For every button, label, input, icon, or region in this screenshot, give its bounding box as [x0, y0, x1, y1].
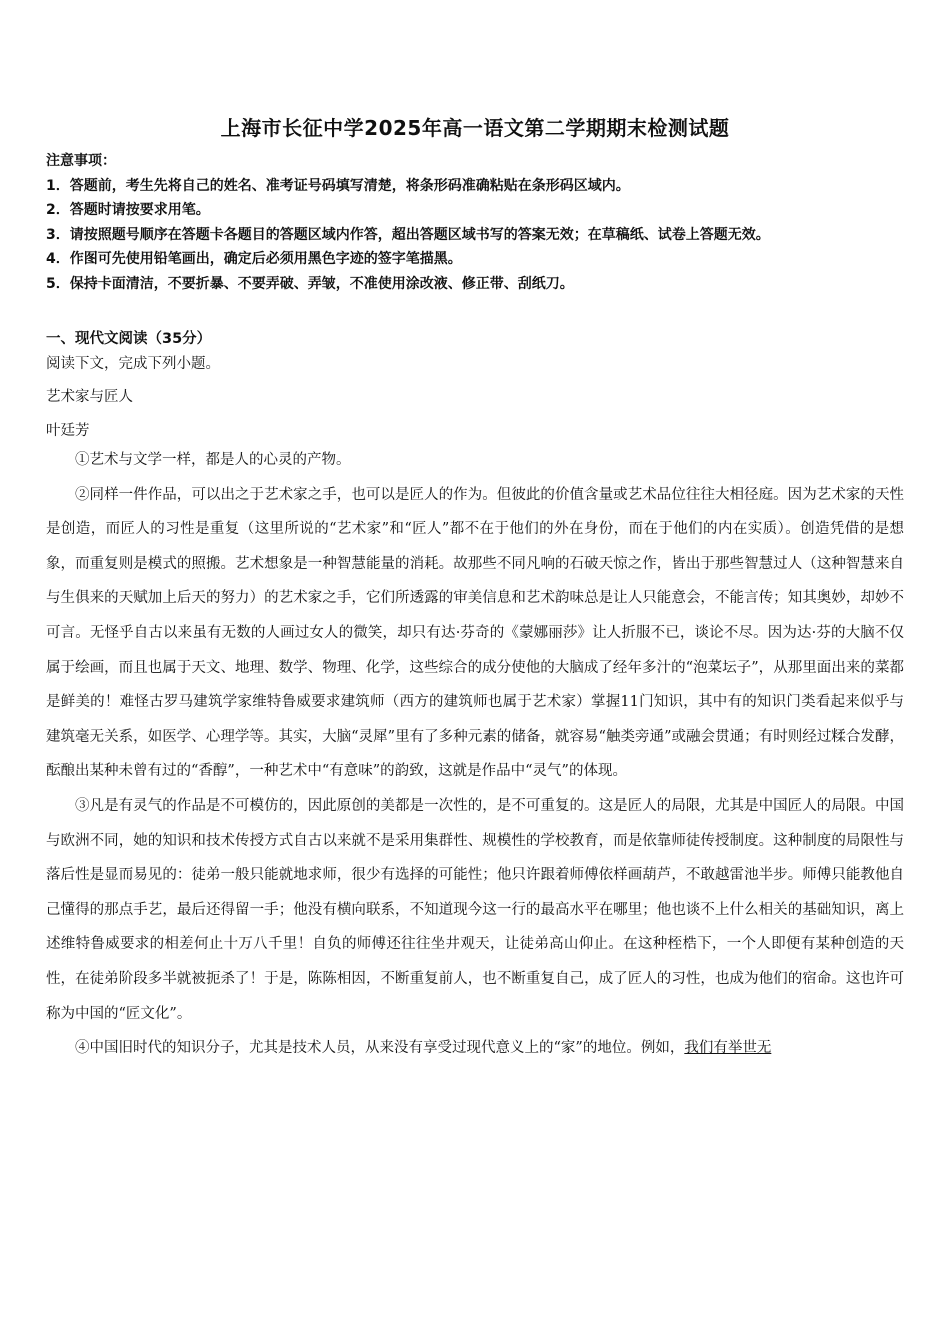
paragraph-1: ①艺术与文学一样，都是人的心灵的产物。	[75, 452, 351, 468]
reading-instruction: 阅读下文，完成下列小题。	[46, 356, 220, 372]
notice-block	[46, 149, 916, 296]
exam-title: 上海市长征中学2025年高一语文第二学期期末检测试题	[220, 116, 730, 140]
article-author: 叶廷芳	[46, 423, 90, 439]
underlined-phrase: 我们有举世无	[684, 1040, 772, 1057]
paragraph-3: ③凡是有灵气的作品是不可模仿的，因此原创的美都是一次性的，是不可重复的。这是匠人的局限，尤其是中国匠人的局限。中国与欧洲不同，她的知识和技术传授方式自古以来就不是采用集群性、规模性的学校教育，而是依靠师徒传授制度。这种制度的局限性与落后性是显而易见的：徒弟一般只能就地求师，很少有选择的可能性；他只许跟着师傅依样画葫芦，不敢越雷池半步。师傅只能教他自己懂得的那点手艺，最后还得留一手；他没有横向联系，不知道现今这一行的最高水平在哪里；他也谈不上什么相关的基础知识，离上述维特鲁威要求的相差何止十万八千里！自负的师傅还往往坐井观天，让徒弟高山仰止。在这种桎梏下，一个人即便有某种创造的天性，在徒弟阶段多半就被扼杀了！于是，陈陈相因，不断重复前人，也不断重复自己，成了匠人的习性，也成为他们的宿命。这也许可称为中国的“匠文化”。	[46, 797, 904, 1022]
article-body	[46, 443, 904, 1066]
notice-item: 2．答题时请按要求用笔。	[46, 202, 210, 218]
notice-item: 4．作图可先使用铅笔画出，确定后必须用黑色字迹的签字笔描黑。	[46, 251, 462, 267]
paragraph-4	[46, 1031, 904, 1066]
paragraph-4-text: ④中国旧时代的知识分子，尤其是技术人员，从来没有享受过现代意义上的“家”的地位。例如，	[75, 1040, 685, 1057]
notice-heading: 注意事项：	[46, 153, 116, 169]
notice-item: 3．请按照题号顺序在答题卡各题目的答题区域内作答，超出答题区域书写的答案无效；在草稿纸、试卷上答题无效。	[46, 226, 770, 243]
notice-item: 5．保持卡面清洁，不要折暴、不要弄破、弄皱，不准使用涂改液、修正带、刮纸刀。	[46, 275, 574, 292]
notice-item: 1．答题前，考生先将自己的姓名、准考证号码填写清楚，将条形码准确粘贴在条形码区域内。	[46, 177, 630, 194]
article-title: 艺术家与匠人	[46, 389, 133, 405]
paragraph-2: ②同样一件作品，可以出之于艺术家之手，也可以是匠人的作为。但彼此的价值含量或艺术品位往往大相径庭。因为艺术家的天性是创造，而匠人的习性是重复（这里所说的“艺术家”和“匠人”都不在于他们的外在身份，而在于他们的内在实质）。创造凭借的是想象，而重复则是模式的照搬。艺术想象是一种智慧能量的消耗。故那些不同凡响的石破天惊之作，皆出于那些智慧过人（这种智慧来自与生俱来的天赋加上后天的努力）的艺术家之手，它们所透露的审美信息和艺术韵味总是让人只能意会，不能言传；知其奥妙，却妙不可言。无怪乎自古以来虽有无数的人画过女人的微笑，却只有达·芬奇的《蒙娜丽莎》让人折服不已，谈论不尽。因为达·芬的大脑不仅属于绘画，而且也属于天文、地理、数学、物理、化学，这些综合的成分使他的大脑成了经年多汁的“泡菜坛子”，从那里面出来的菜都是鲜美的！难怪古罗马建筑学家维特鲁威要求建筑师（西方的建筑师也属于艺术家）掌握11门知识，其中有的知识门类看起来似乎与建筑毫无关系，如医学、心理学等。其实，大脑“灵犀”里有了多种元素的储备，就容易“触类旁通”或融会贯通；有时则经过糅合发酵，酝酿出某种未曾有过的“香醇”，一种艺术中“有意味”的韵致，这就是作品中“灵气”的体现。	[46, 486, 904, 780]
section-heading: 一、现代文阅读（35分）	[46, 331, 212, 347]
